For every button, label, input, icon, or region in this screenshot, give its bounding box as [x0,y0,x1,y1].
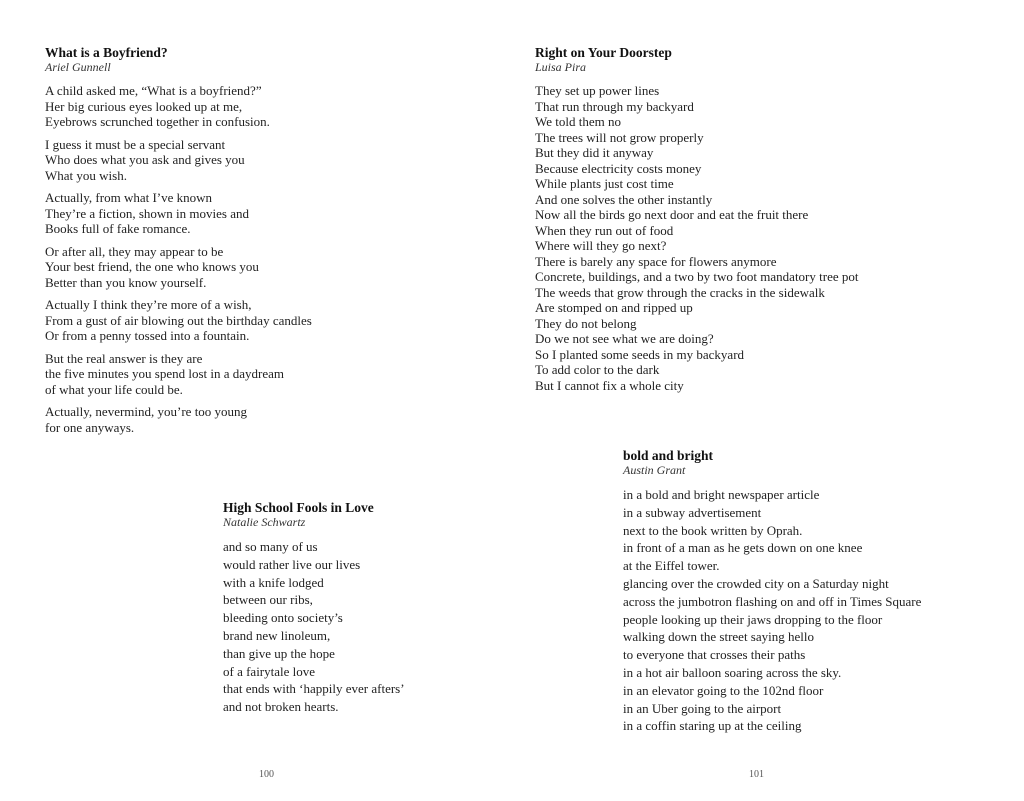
poem-author: Austin Grant [623,463,686,477]
poem-line: walking down the street saying hello [623,629,814,645]
poem-line: Or after all, they may appear to be [45,243,224,259]
poem-line: in a coffin staring up at the ceiling [623,718,802,734]
poem-line: across the jumbotron flashing on and off in Times Square [623,593,922,609]
poem-line: and so many of us [223,539,318,554]
poem-line: The trees will not grow properly [535,129,704,145]
poem-author: Luisa Pira [535,60,587,74]
poem-line: We told them no [535,114,621,129]
page-number-right: 101 [749,769,764,780]
stanza [45,83,312,130]
poem-body [535,83,858,393]
poem-line: Do we not see what we are doing? [535,331,714,346]
poem-title: bold and bright [623,448,714,463]
poem-line: and not broken hearts. [223,699,339,715]
poem-line: From a gust of air blowing out the birthday candles [45,312,312,328]
poem-line: They’re a fiction, shown in movies and [45,205,249,221]
poem-line: in a subway advertisement [623,504,762,520]
poem-line: What you wish. [45,167,127,183]
poem-author: Natalie Schwartz [223,515,306,529]
poem-line: To add color to the dark [535,362,660,377]
poem-line: for one anyways. [45,419,135,435]
poem-line: While plants just cost time [535,176,674,191]
poem-line: A child asked me, “What is a boyfriend?” [45,83,262,98]
poem-line: Now all the birds go next door and eat the fruit there [535,207,809,222]
stanza [45,351,312,398]
poem-line: glancing over the crowded city on a Saturday night [623,575,889,591]
poem-author: Ariel Gunnell [45,60,111,74]
poem-line: Actually, from what I’ve known [45,190,213,205]
stanza [45,297,312,344]
stanza [45,244,312,291]
poem-line: Because electricity costs money [535,160,702,176]
poem-line: I guess it must be a special servant [45,136,226,152]
poem-right-on-your-doorstep [535,45,858,400]
poem-line: would rather live our lives [223,556,361,572]
poem-line: Actually I think they’re more of a wish, [45,297,252,312]
poem-line: Who does what you ask and gives you [45,152,245,167]
poem-line: But I cannot fix a whole city [535,377,684,393]
poem-line: in an elevator going to the 102nd floor [623,682,824,698]
poem-line: in front of a man as he gets down on one knee [623,540,863,556]
poem-line: between our ribs, [223,592,313,608]
poem-line: Eyebrows scrunched together in confusion. [45,114,270,129]
poem-line: the five minutes you spend lost in a daydream [45,366,285,381]
poem-line: They set up power lines [535,83,660,98]
poem-line: Her big curious eyes looked up at me, [45,98,243,114]
poem-line: bleeding onto society’s [223,610,343,626]
poem-line: next to the book written by Oprah. [623,522,803,538]
poem-line: Concrete, buildings, and a two by two foot mandatory tree pot [535,269,859,284]
poem-line: And one solves the other instantly [535,191,713,207]
poem-line: in an Uber going to the airport [623,700,782,716]
poem-line: There is barely any space for flowers anymore [535,253,777,269]
poem-line: of what your life could be. [45,381,183,397]
poem-line: people looking up their jaws dropping to the floor [623,611,883,627]
poem-line: Are stomped on and ripped up [535,300,693,315]
poem-bold-and-bright [623,448,921,735]
poem-line: When they run out of food [535,222,674,238]
poem-line: But the real answer is they are [45,350,203,366]
poem-high-school-fools-in-love [223,500,405,716]
page-number-left: 100 [259,769,274,780]
stanza [45,137,312,184]
poem-line: to everyone that crosses their paths [623,647,806,663]
poem-line: with a knife lodged [223,574,324,590]
poem-line: in a bold and bright newspaper article [623,487,820,502]
poem-line: That run through my backyard [535,98,694,114]
stanza [623,486,921,735]
poem-body [45,83,312,435]
stanza [45,190,312,237]
poem-line: that ends with ‘happily ever afters’ [223,681,405,697]
poem-line: Or from a penny tossed into a fountain. [45,328,250,343]
stanza [535,83,858,393]
poem-line: They do not belong [535,315,637,331]
poem-line: Your best friend, the one who knows you [45,259,259,274]
poem-title: What is a Boyfriend? [45,45,168,60]
stanza [45,404,312,435]
poem-line: Where will they go next? [535,238,667,253]
poem-line: of a fairytale love [223,663,316,679]
poem-line: brand new linoleum, [223,627,331,643]
poem-line: Books full of fake romance. [45,221,191,236]
poem-line: The weeds that grow through the cracks in the sidewalk [535,284,825,300]
poem-line: So I planted some seeds in my backyard [535,346,745,362]
stanza [223,538,405,716]
poem-body [623,486,921,735]
poem-body [223,538,405,716]
poem-title: High School Fools in Love [223,500,374,515]
poem-line: at the Eiffel tower. [623,558,720,574]
poem-line: in a hot air balloon soaring across the sky. [623,664,842,680]
poem-line: But they did it anyway [535,145,654,160]
poem-line: Actually, nevermind, you’re too young [45,404,248,419]
poem-what-is-a-boyfriend [45,45,312,442]
poem-title: Right on Your Doorstep [535,45,672,60]
poem-line: Better than you know yourself. [45,274,207,290]
poem-line: than give up the hope [223,645,335,661]
